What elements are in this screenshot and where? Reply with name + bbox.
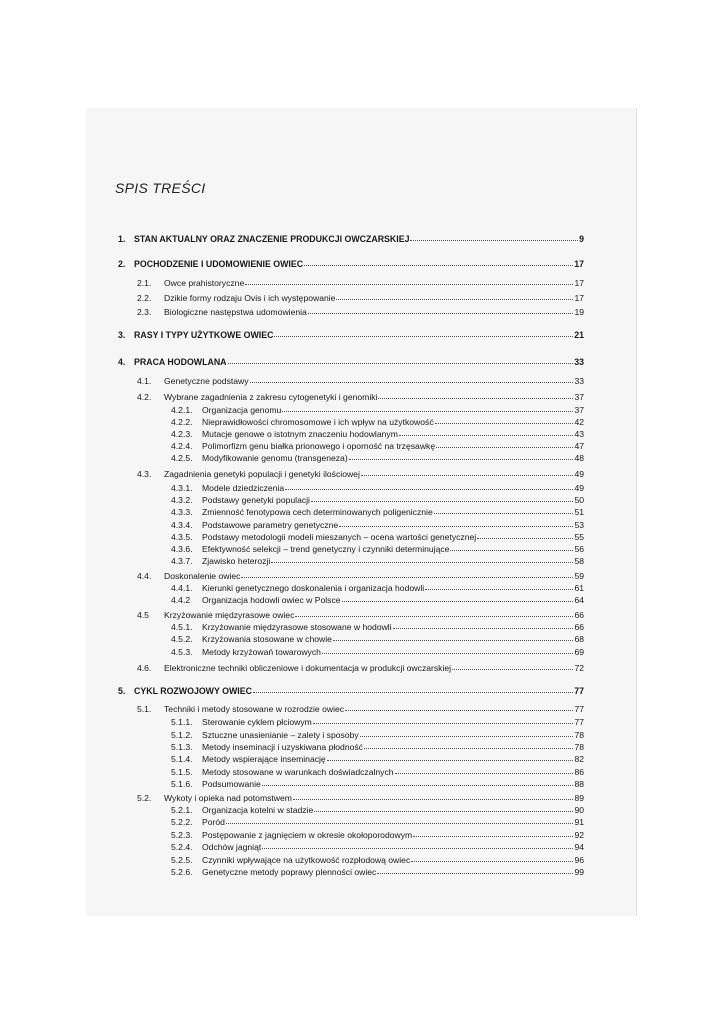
toc-entry [137, 277, 584, 289]
dot-leader [395, 765, 574, 774]
toc-entry-number: 2. [118, 259, 126, 269]
toc-entry-title: Podsumowanie [202, 779, 261, 789]
dot-leader [436, 439, 573, 448]
toc-entry-title: RASY I TYPY UŻYTKOWE OWIEC [134, 330, 274, 340]
toc-entry-number: 4.3. [137, 469, 152, 479]
toc-entry-page: 77 [574, 686, 584, 696]
dot-leader [271, 554, 573, 563]
toc-entry-page: 33 [574, 376, 584, 386]
toc-entry-title: Elektroniczne techniki obliczeniowe i dokumentacja w produkcji owczarskiej [164, 663, 452, 673]
dot-leader [262, 840, 573, 849]
toc-entry-page: 86 [574, 767, 584, 777]
dot-leader [333, 632, 574, 641]
toc-entry [118, 233, 584, 245]
toc-entry-page: 90 [574, 805, 584, 815]
dot-leader [314, 803, 573, 812]
toc-entry-number: 4.4.2 [171, 595, 191, 605]
toc-entry-page: 49 [574, 469, 584, 479]
toc-entry-title: CYKL ROZWOJOWY OWIEC [134, 686, 252, 696]
toc-entry-page: 99 [574, 867, 584, 877]
toc-entry-page: 59 [574, 571, 584, 581]
toc-entry-title: Podstawowe parametry genetyczne [202, 520, 339, 530]
page-title: SPIS TREŚCI [115, 180, 206, 196]
toc-entry-number: 5.2. [137, 793, 152, 803]
dot-leader [378, 390, 573, 399]
toc-entry-page: 58 [574, 556, 584, 566]
toc-entry [171, 594, 584, 606]
toc-entry-number: 4.3.2. [171, 495, 193, 505]
toc-entry [171, 778, 584, 790]
toc-entry-number: 4.5 [137, 610, 149, 620]
toc-entry-number: 5.2.6. [171, 867, 193, 877]
dot-leader [360, 728, 574, 737]
toc-entry-number: 4.4.1. [171, 583, 193, 593]
dot-leader [295, 608, 573, 617]
toc-entry-title: Organizacja hodowli owiec w Polsce [202, 595, 341, 605]
toc-entry-number: 5.1.5. [171, 767, 193, 777]
toc-entry-number: 4.3.4. [171, 520, 193, 530]
toc-entry-title: Modyfikowanie genomu (transgeneza) [202, 453, 348, 463]
dot-leader [377, 865, 573, 874]
toc-entry-number: 4.1. [137, 376, 152, 386]
toc-entry-page: 17 [574, 259, 584, 269]
toc-entry-title: Zmienność fenotypowa cech determinowanych poligenicznie [202, 507, 433, 517]
toc-entry-number: 4.2. [137, 392, 152, 402]
toc-entry-title: Metody inseminacji i uzyskiwana płodność [202, 742, 363, 752]
dot-leader [336, 291, 573, 300]
toc-entry-title: Doskonalenie owiec [164, 571, 241, 581]
toc-entry-page: 77 [574, 717, 584, 727]
toc-entry-number: 3. [118, 330, 126, 340]
toc-entry-number: 5.1.4. [171, 754, 193, 764]
toc-entry [137, 703, 584, 715]
toc-entry-number: 5.1.6. [171, 779, 193, 789]
toc-entry-page: 66 [574, 610, 584, 620]
toc-entry [171, 646, 584, 658]
toc-entry-title: Czynniki wpływające na użytkowość rozpłodową owiec [202, 855, 411, 865]
toc-entry-number: 5.2.5. [171, 855, 193, 865]
toc-entry-page: 69 [574, 647, 584, 657]
toc-entry-title: Dzikie formy rodzaju Ovis i ich występowanie [164, 293, 336, 303]
toc-entry [118, 329, 584, 341]
dot-leader [241, 569, 573, 578]
toc-entry-number: 5.2.1. [171, 805, 193, 815]
toc-entry-title: Organizacja kotelni w stadzie [202, 805, 314, 815]
dot-leader [293, 791, 574, 800]
toc-entry-title: Mutacje genowe o istotnym znaczeniu hodowlanym [202, 429, 398, 439]
dot-leader [399, 427, 574, 436]
dot-leader [349, 451, 574, 460]
toc-entry-title: Postępowanie z jagnięciem w okresie okołoporodowym [202, 830, 413, 840]
toc-entry [171, 452, 584, 464]
toc-entry-title: Sterowanie cyklem płciowym [202, 717, 312, 727]
toc-entry-page: 78 [574, 742, 584, 752]
toc-entry [137, 292, 584, 304]
toc-entry-page: 9 [579, 234, 584, 244]
toc-entry-title: Polimorfizm genu białka prionowego i oporność na trzęsawkę [202, 441, 436, 451]
toc-entry-title: Kierunki genetycznego doskonalenia i organizacja hodowli [202, 583, 425, 593]
dot-leader [262, 777, 574, 786]
toc-entry-title: STAN AKTUALNY ORAZ ZNACZENIE PRODUKCJI OWCZARSKIEJ [134, 234, 410, 244]
toc-entry-number: 4.3.5. [171, 532, 193, 542]
toc-entry-number: 4.3.6. [171, 544, 193, 554]
toc-entry-number: 4.5.1. [171, 622, 193, 632]
toc-entry [171, 816, 584, 828]
dot-leader [339, 518, 573, 527]
toc-entry-title: Metody wspierające inseminację [202, 754, 326, 764]
toc-entry [171, 716, 584, 728]
toc-entry-title: Podstawy genetyki populacji [202, 495, 310, 505]
toc-entry-title: Metody krzyżowań towarowych [202, 647, 321, 657]
toc-entry-number: 4.2.3. [171, 429, 193, 439]
toc-entry-page: 56 [574, 544, 584, 554]
toc-entry-page: 82 [574, 754, 584, 764]
toc-entry [137, 391, 584, 403]
toc-entry-title: Podstawy metodologii modeli mieszanych – ocena wartości genetycznej [202, 532, 477, 542]
dot-leader [477, 530, 573, 539]
toc-entry [118, 356, 584, 368]
toc-entry-number: 5.1.3. [171, 742, 193, 752]
toc-entry [137, 375, 584, 387]
toc-entry-page: 88 [574, 779, 584, 789]
toc-entry-title: Zjawisko heterozji [202, 556, 271, 566]
dot-leader [245, 276, 573, 285]
dot-leader [413, 828, 573, 837]
toc-entry-title: Zagadnienia genetyki populacji i genetyki ilościowej [164, 469, 360, 479]
toc-entry-number: 2.2. [137, 293, 152, 303]
toc-entry-page: 33 [574, 357, 584, 367]
toc-entry-page: 92 [574, 830, 584, 840]
toc-entry-page: 68 [574, 634, 584, 644]
toc-entry-number: 4.4. [137, 571, 152, 581]
dot-leader [285, 481, 573, 490]
dot-leader [308, 305, 574, 314]
toc-entry-page: 43 [574, 429, 584, 439]
toc-entry-title: Krzyżowanie międzyrasowe stosowane w hodowli [202, 622, 392, 632]
toc-entry-title: Owce prahistoryczne [164, 278, 245, 288]
dot-leader [253, 684, 573, 693]
dot-leader [228, 355, 574, 364]
toc-entry-number: 4.3.3. [171, 507, 193, 517]
toc-entry-title: Odchów jagniąt [202, 842, 262, 852]
toc-entry-page: 47 [574, 441, 584, 451]
toc-entry-title: Metody stosowane w warunkach doświadczalnych [202, 767, 394, 777]
toc-entry-title: Efektywność selekcji – trend genetyczny i czynniki determinujące [202, 544, 450, 554]
dot-leader [342, 593, 574, 602]
toc-entry-number: 5.2.2. [171, 817, 193, 827]
toc-entry-page: 21 [574, 330, 584, 340]
toc-entry-page: 72 [574, 663, 584, 673]
toc-entry-number: 5. [118, 686, 126, 696]
toc-entry-page: 91 [574, 817, 584, 827]
toc-entry-number: 4.2.4. [171, 441, 193, 451]
toc-entry [137, 306, 584, 318]
dot-leader [450, 542, 573, 551]
toc-entry-page: 64 [574, 595, 584, 605]
toc-entry-title: Wybrane zagadnienia z zakresu cytogenetyki i genomiki [164, 392, 378, 402]
toc-entry [171, 633, 584, 645]
toc-entry [171, 506, 584, 518]
toc-entry-title: Krzyżowanie międzyrasowe owiec [164, 610, 295, 620]
dot-leader [364, 740, 573, 749]
toc-entry-number: 4.2.5. [171, 453, 193, 463]
toc-entry-number: 5.1. [137, 704, 152, 714]
toc-entry-page: 42 [574, 417, 584, 427]
toc-entry-page: 61 [574, 583, 584, 593]
dot-leader [282, 403, 573, 412]
toc-entry-number: 4.6. [137, 663, 152, 673]
toc-entry-title: Sztuczne unasienianie – zalety i sposoby [202, 730, 359, 740]
toc-entry-title: Biologiczne następstwa udomowienia [164, 307, 307, 317]
dot-leader [452, 661, 573, 670]
toc-entry-title: Krzyżowania stosowane w chowie [202, 634, 332, 644]
toc-entry-page: 96 [574, 855, 584, 865]
toc-entry-title: Poród [202, 817, 225, 827]
dot-leader [410, 232, 578, 241]
toc-entry-title: Wykoty i opieka nad potomstwem [164, 793, 292, 803]
toc-entry-number: 4.3.1. [171, 483, 193, 493]
toc-entry-title: Organizacja genomu [202, 405, 282, 415]
toc-entry-number: 4.2.2. [171, 417, 193, 427]
toc-entry [171, 841, 584, 853]
toc-entry-page: 37 [574, 405, 584, 415]
dot-leader [304, 257, 573, 266]
toc-entry-number: 5.2.4. [171, 842, 193, 852]
toc-entry-number: 4.5.3. [171, 647, 193, 657]
toc-entry [171, 753, 584, 765]
toc-entry [118, 258, 584, 270]
toc-entry [137, 662, 584, 674]
toc-entry-title: Nieprawidłowości chromosomowe i ich wpływ na użytkowość [202, 417, 434, 427]
toc-entry-page: 50 [574, 495, 584, 505]
toc-entry-title: Genetyczne metody poprawy plenności owiec [202, 867, 377, 877]
toc-entry-title: Techniki i metody stosowane w rozrodzie owiec [164, 704, 345, 714]
dot-leader [435, 415, 574, 424]
toc-entry-title: Genetyczne podstawy [164, 376, 249, 386]
toc-entry-number: 2.3. [137, 307, 152, 317]
dot-leader [327, 752, 574, 761]
toc-entry [137, 468, 584, 480]
toc-entry-number: 4.2.1. [171, 405, 193, 415]
dot-leader [411, 853, 573, 862]
dot-leader [322, 645, 574, 654]
toc-entry-page: 94 [574, 842, 584, 852]
dot-leader [425, 581, 573, 590]
toc-entry-number: 5.2.3. [171, 830, 193, 840]
dot-leader [361, 467, 574, 476]
toc-entry-page: 55 [574, 532, 584, 542]
dot-leader [274, 328, 573, 337]
toc-entry-page: 48 [574, 453, 584, 463]
dot-leader [226, 815, 574, 824]
toc-entry-number: 4.3.7. [171, 556, 193, 566]
dot-leader [434, 505, 574, 514]
toc-entry-title: PRACA HODOWLANA [134, 357, 227, 367]
toc-entry-number: 1. [118, 234, 126, 244]
toc-entry [118, 685, 584, 697]
dot-leader [250, 374, 574, 383]
dot-leader [393, 620, 574, 629]
toc-entry-number: 2.1. [137, 278, 152, 288]
toc-entry-number: 5.1.2. [171, 730, 193, 740]
toc-entry-number: 4.5.2. [171, 634, 193, 644]
toc-entry-page: 89 [574, 793, 584, 803]
toc-entry-title: Modele dziedziczenia [202, 483, 285, 493]
toc-entry-page: 53 [574, 520, 584, 530]
toc-entry-page: 66 [574, 622, 584, 632]
toc-entry-page: 51 [574, 507, 584, 517]
toc-entry-page: 17 [574, 293, 584, 303]
toc-entry-number: 5.1.1. [171, 717, 193, 727]
dot-leader [311, 493, 573, 502]
toc-entry-page: 37 [574, 392, 584, 402]
dot-leader [345, 702, 573, 711]
toc-entry [171, 555, 584, 567]
toc-entry-page: 17 [574, 278, 584, 288]
toc-entry-page: 77 [574, 704, 584, 714]
toc-entry [171, 866, 584, 878]
toc-entry-page: 49 [574, 483, 584, 493]
dot-leader [313, 715, 574, 724]
toc-entry-number: 4. [118, 357, 126, 367]
toc-entry-page: 19 [574, 307, 584, 317]
toc-entry-page: 78 [574, 730, 584, 740]
toc-entry-title: POCHODZENIE I UDOMOWIENIE OWIEC [134, 259, 304, 269]
